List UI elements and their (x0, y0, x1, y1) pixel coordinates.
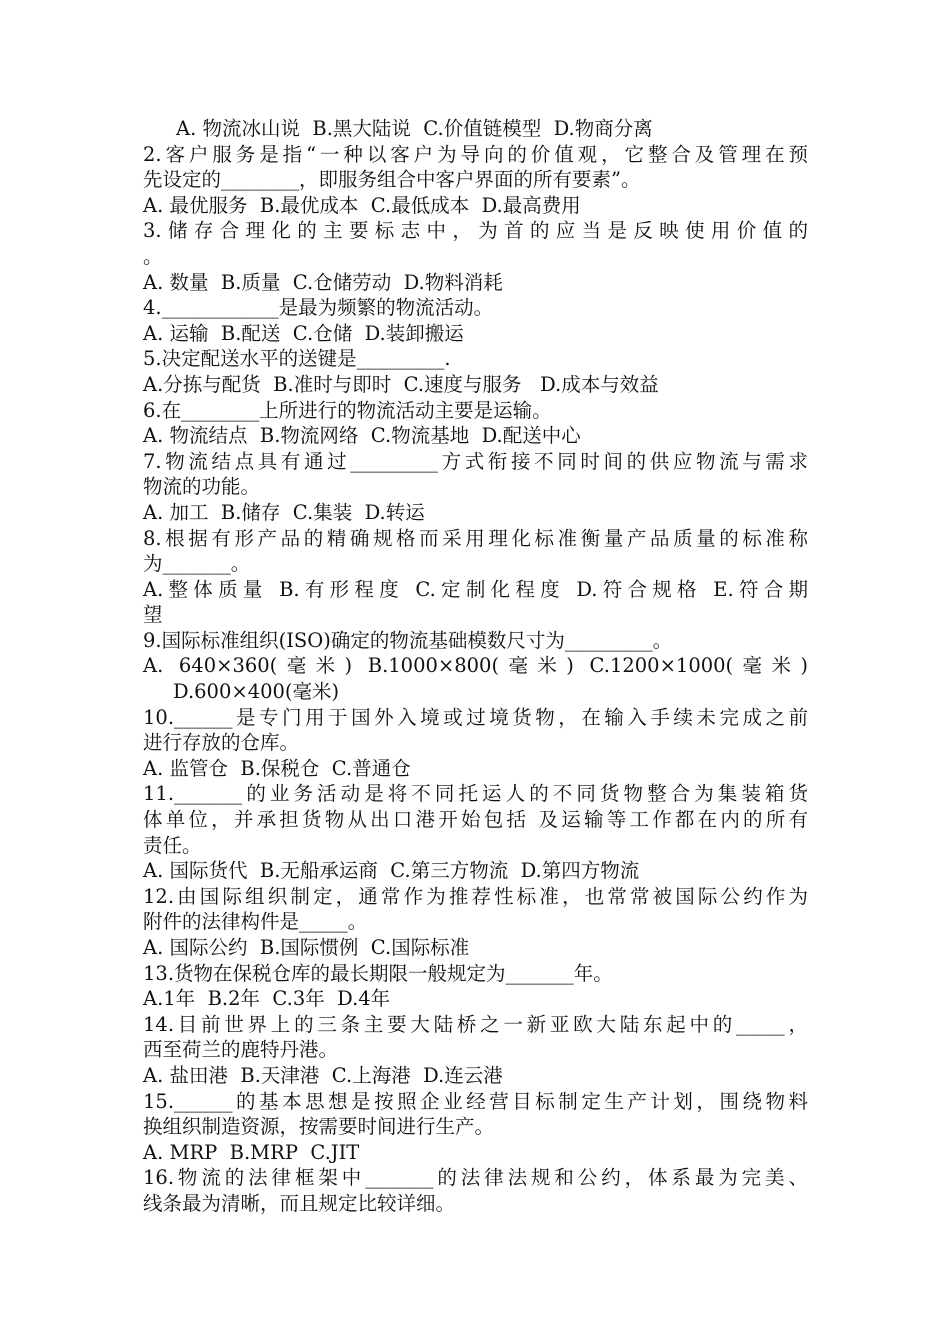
q11-stem-line3: 责任。 (143, 833, 202, 857)
q15-stem-line1: 15.______的基本思想是按照企业经营目标制定生产计划，围绕物料 (143, 1089, 808, 1113)
q3-stem-line1: 3.储存合理化的主要标志中，为首的应当是反映使用价值的 (143, 219, 808, 243)
q7-options: A. 加工 B.储存 C.集装 D.转运 (143, 500, 425, 524)
q3-stem-line2: 。 (143, 244, 163, 268)
q15-options: A. MRP B.MRP C.JIT (143, 1140, 360, 1164)
q2-options: A. 最优服务 B.最优成本 C.最低成本 D.最高费用 (143, 193, 581, 217)
q8-options-line2: 望 (143, 603, 163, 627)
q12-stem-line1: 12.由国际组织制定，通常作为推荐性标准，也常常被国际公约作为 (143, 884, 808, 908)
exam-document (143, 116, 808, 1217)
q14-stem-line2: 西至荷兰的鹿特丹港。 (143, 1038, 339, 1062)
q7-stem-line1: 7.物流结点具有通过_________方式衔接不同时间的供应物流与需求 (143, 449, 808, 473)
q16-stem-line1: 16.物流的法律框架中_______的法律法规和公约，体系最为完美、 (143, 1166, 808, 1190)
q6-stem: 6.在________上所进行的物流活动主要是运输。 (143, 398, 552, 422)
q1-options: A. 物流冰山说 B.黑大陆说 C.价值链模型 D.物商分离 (176, 117, 653, 140)
q8-stem-line2: 为_______。 (143, 552, 251, 576)
q9-stem: 9.国际标准组织(ISO)确定的物流基础模数尺寸为_________。 (143, 628, 673, 652)
q12-stem-line2: 附件的法律构件是_____。 (143, 910, 368, 934)
q9-options-line2: D.600×400(毫米) (173, 680, 340, 704)
q8-options-line1: A.整体质量 B.有形程度 C.定制化程度 D.符合规格 E.符合期 (143, 577, 808, 601)
q4-options: A. 运输 B.配送 C.仓储 D.装卸搬运 (143, 321, 464, 345)
q6-options: A. 物流结点 B.物流网络 C.物流基地 D.配送中心 (143, 424, 581, 448)
q5-stem: 5.决定配送水平的送键是_________. (143, 347, 451, 371)
q2-stem-line1: 2.客户服务是指“一种以客户为导向的价值观，它整合及管理在预 (143, 142, 808, 166)
q10-stem-line1: 10.______是专门用于国外入境或过境货物，在输入手续未完成之前 (143, 705, 808, 729)
q13-options: A.1年 B.2年 C.3年 D.4年 (143, 987, 391, 1011)
q2-stem-line2: 先设定的________，即服务组合中客户界面的所有要素”。 (143, 168, 641, 192)
q3-options: A. 数量 B.质量 C.仓储劳动 D.物料消耗 (143, 270, 503, 294)
q14-options: A. 盐田港 B.天津港 C.上海港 D.连云港 (143, 1063, 503, 1087)
q11-options: A. 国际货代 B.无船承运商 C.第三方物流 D.第四方物流 (143, 859, 640, 883)
q16-stem-line2: 线条最为清晰，而且规定比较详细。 (143, 1191, 456, 1215)
q11-stem-line1: 11._______的业务活动是将不同托运人的不同货物整合为集装箱货 (143, 782, 808, 806)
q4-stem: 4.____________是最为频繁的物流活动。 (143, 296, 494, 320)
q5-options: A.分拣与配货 B.准时与即时 C.速度与服务 D.成本与效益 (143, 372, 659, 396)
q8-stem-line1: 8.根据有形产品的精确规格而采用理化标准衡量产品质量的标准称 (143, 526, 808, 550)
q11-stem-line2: 体单位，并承担货物从出口港开始包括 及运输等工作都在内的所有 (143, 808, 808, 832)
q14-stem-line1: 14.目前世界上的三条主要大陆桥之一新亚欧大陆东起中的_____， (143, 1012, 808, 1036)
q10-options: A. 监管仓 B.保税仓 C.普通仓 (143, 756, 411, 780)
q7-stem-line2: 物流的功能。 (143, 475, 261, 499)
q12-options: A. 国际公约 B.国际惯例 C.国际标准 (143, 936, 470, 959)
q9-options-line1: A. 640×360(毫米) B.1000×800(毫米) C.1200×1000(毫米) (143, 654, 808, 678)
q15-stem-line2: 换组织制造资源，按需要时间进行生产。 (143, 1115, 495, 1139)
q10-stem-line2: 进行存放的仓库。 (143, 731, 300, 755)
q13-stem: 13.货物在保税仓库的最长期限一般规定为_______年。 (143, 961, 613, 985)
